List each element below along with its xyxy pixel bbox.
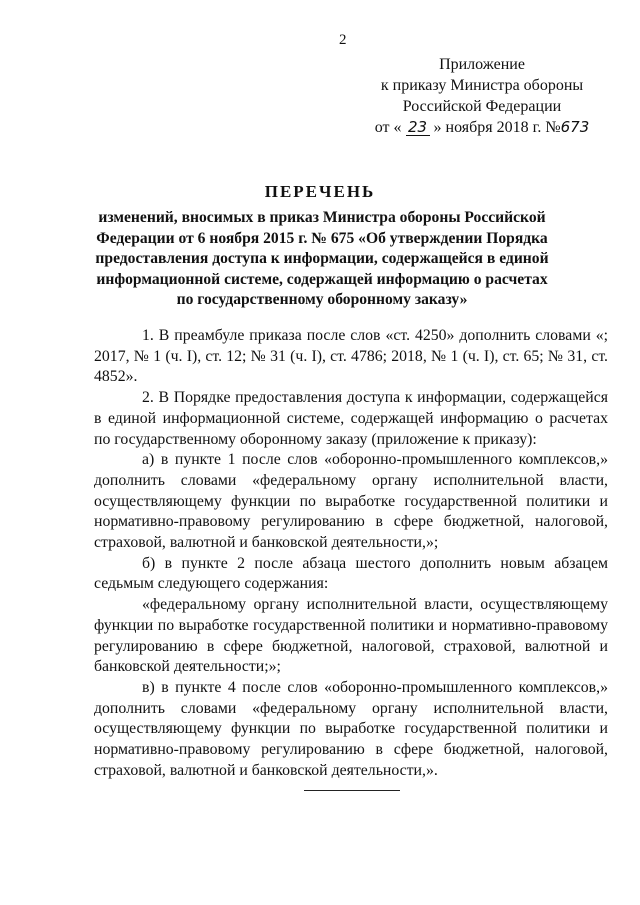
- paragraph-2: 2. В Порядке предоставления доступа к информации, содержащейся в единой информационной системе, содержащей информацию о расчетах по государственному оборонному заказу (приложение к приказу):: [94, 389, 608, 448]
- appendix-line-1: Приложение: [439, 56, 525, 73]
- appendix-date-line: [372, 117, 592, 138]
- handwritten-order-number: 673: [560, 118, 590, 136]
- paragraph-2a: а) в пункте 1 после слов «оборонно-промышленного комплексов,» дополнить словами «федеральному органу исполнительной власти, осуществляющему функции по выработке государственной политики и нормативно-правовому регулированию в сфере бюджетной, налоговой, страховой, валютной и банковской деятельности,»;: [94, 451, 608, 552]
- document-body: [94, 326, 608, 781]
- handwritten-day: 23: [406, 119, 430, 136]
- paragraph-2c: в) в пункте 4 после слов «оборонно-промышленного комплексов,» дополнить словами «федеральному органу исполнительной власти, осуществляющему функции по выработке государственной политики и нормативно-правовому регулированию в сфере бюджетной, налоговой, страховой, валютной и банковской деятельности,».: [94, 678, 608, 779]
- date-prefix: от «: [374, 119, 402, 136]
- date-middle: » ноября 2018 г. №: [433, 119, 561, 136]
- paragraph-2b-quote: «федеральному органу исполнительной власти, осуществляющему функции по выработке государственной политики и нормативно-правовому регулированию в сфере бюджетной, налоговой, страховой, валютной и банковской деятельности;»;: [94, 596, 608, 676]
- end-divider: [304, 790, 400, 791]
- appendix-line-2: к приказу Министра обороны: [380, 77, 584, 94]
- paragraph-1: 1. В преамбуле приказа после слов «ст. 4250» дополнить словами «; 2017, № 1 (ч. I), ст. 12; № 31 (ч. I), ст. 4786; 2018, № 1 (ч. I), ст. 65; № 31, ст. 4852».: [94, 327, 608, 386]
- page-number: 2: [339, 32, 347, 48]
- appendix-block: [372, 54, 592, 138]
- document-subtitle: изменений, вносимых в приказ Министра обороны Российской Федерации от 6 ноября 2015 г. № 675 «Об утверждении Порядка предоставления доступа к информации, содержащейся в единой информационной системе, содержащей информацию о расчетах по государственному оборонному заказу»: [95, 209, 549, 308]
- appendix-line-3: Российской Федерации: [402, 98, 562, 115]
- paragraph-2b: б) в пункте 2 после абзаца шестого дополнить новым абзацем седьмым следующего содержания:: [94, 554, 608, 593]
- document-title: ПЕРЕЧЕНЬ: [264, 182, 376, 201]
